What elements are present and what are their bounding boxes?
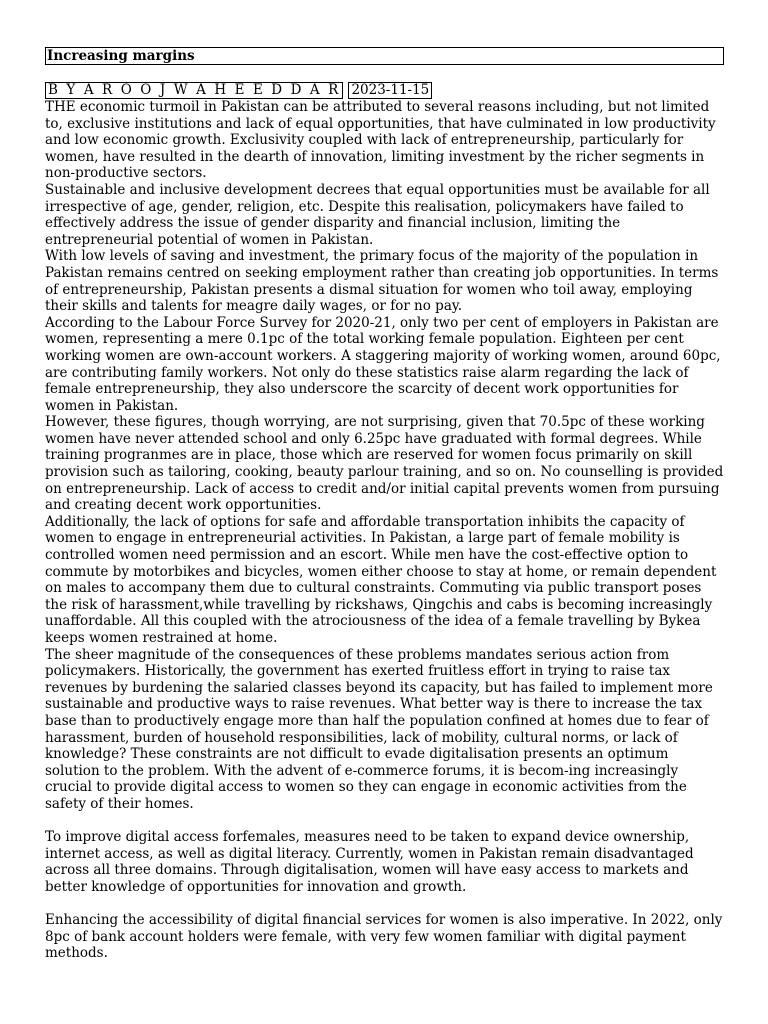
paragraph: Additionally, the lack of options for safe and affordable transportation inhibits the capacity of women to engage in entrepreneurial activities. In Pakistan, a large part of female mobility is controlled women need permission and an escort. While men have the cost-effective option to commute by motorbikes and bicycles, women either choose to stay at home, or remain dependent on males to accompany them due to cultural constraints. Commuting via public transport poses the risk of harassment,while travelling by rickshaws, Qingchis and cabs is becoming increasingly unaffordable. All this coupled with the atrociousness of the idea of a female travelling by Bykea keeps women restrained at home. — [45, 513, 717, 646]
publish-date: 2023-11-15 — [348, 82, 432, 99]
paragraph: THE economic turmoil in Pakistan can be attributed to several reasons including, but not limited to, exclusive institutions and lack of equal opportunities, that have culminated in low productivity and low economic growth. Exclusivity coupled with lack of entrepreneurship, particularly for women, have resulted in the dearth of innovation, limiting investment by the richer segments in non-productive sectors. — [45, 99, 716, 182]
paragraph: Sustainable and inclusive development decrees that equal opportunities must be available for all irrespective of age, gender, religion, etc. Despite this realisation, policymakers have failed to effectively address the issue of gender disparity and financial inclusion, limiting the entrepreneurial potential of women in Pakistan. — [45, 181, 710, 248]
paragraph: To improve digital access forfemales, measures need to be taken to expand device ownership, internet access, as well as digital literacy. Currently, women in Pakistan remain disadvantaged across all three domains. Through digitalisation, women will have easy access to markets and better knowledge of opportunities for innovation and growth. — [45, 829, 694, 895]
paragraph: With low levels of saving and investment, the primary focus of the majority of the population in Pakistan remains centred on seeking employment rather than creating job opportunities. In terms of entrepreneurship, Pakistan presents a dismal situation for women who toil away, employing their skills and talents for meagre daily wages, or for no pay. — [45, 248, 719, 315]
paragraph: The sheer magnitude of the consequences of these problems mandates serious action from policymakers. Historically, the government has exerted fruitless effort in trying to raise tax revenues by burdening the salaried classes beyond its capacity, but has failed to implement more sustainable and productive ways to raise revenues. What better way is there to increase the tax base than to productively engage more than half the population confined at homes due to fear of harassment, burden of household responsibilities, lack of mobility, cultural norms, or lack of knowledge? These constraints are not difficult to evade digitalisation presents an optimum solution to the problem. With the advent of e-commerce forums, it is becom-ing increasingly crucial to provide digital access to women so they can engage in economic activities from the safety of their homes. — [45, 646, 713, 812]
author-byline: B Y A R O O J W A H E E D D A R — [45, 82, 343, 99]
article-title: Increasing margins — [45, 47, 724, 65]
paragraph: Enhancing the accessibility of digital financial services for women is also imperative. In 2022, only 8pc of bank account holders were female, with very few women familiar with digital payment methods. — [45, 912, 723, 962]
article-meta — [45, 82, 437, 99]
paragraph: However, these figures, though worrying, are not surprising, given that 70.5pc of these working women have never attended school and only 6.25pc have graduated with formal degrees. While training progranmes are in place, those which are reserved for women focus primarily on skill provision such as tailoring, cooking, beauty parlour training, and so on. No counselling is provided on entrepreneurship. Lack of access to credit and/or initial capital prevents women from pursuing and creating decent work opportunities. — [45, 414, 724, 514]
paragraph: According to the Labour Force Survey for 2020-21, only two per cent of employers in Pakistan are women, representing a mere 0.1pc of the total working female population. Eighteen per cent working women are own-account workers. A staggering majority of working women, around 60pc, are contributing family workers. Not only do these statistics raise alarm regarding the lack of female entrepreneurship, they also underscore the scarcity of decent work opportunities for women in Pakistan. — [45, 314, 721, 414]
article-body — [45, 99, 725, 962]
